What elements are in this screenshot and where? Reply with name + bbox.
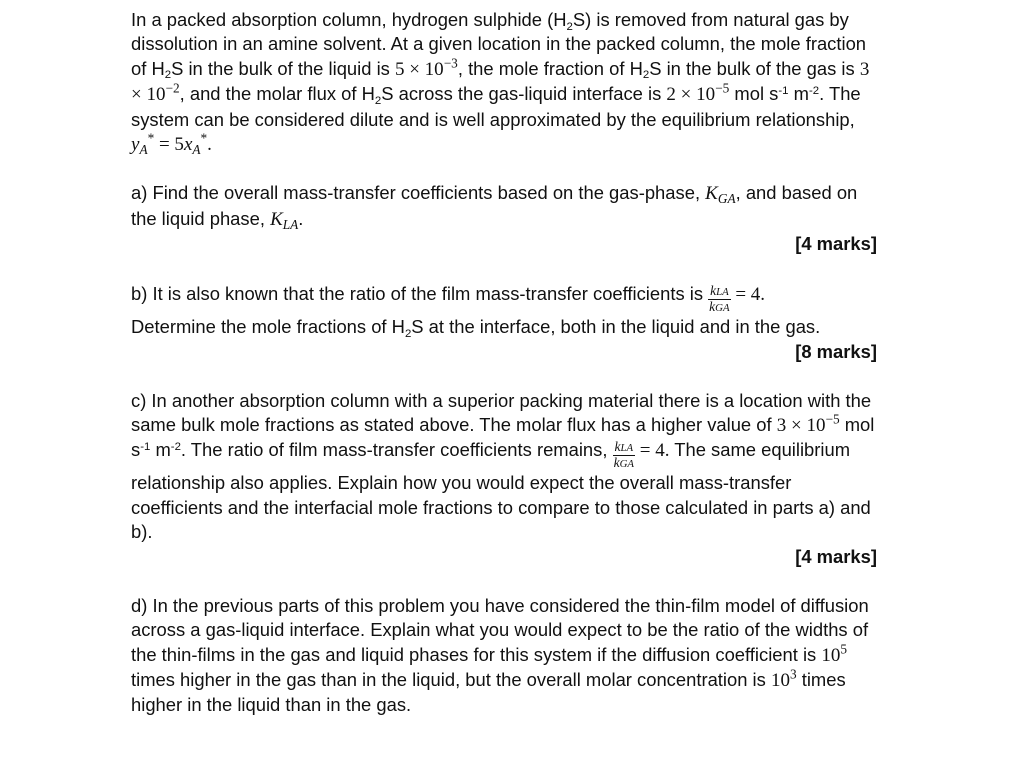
part-a-question: a) Find the overall mass-transfer coefficients based on the gas-phase, $K_{GA}$, and based on the liquid phase, $K_{LA}$.: [131, 182, 858, 232]
intro-paragraph: In a packed absorption column, hydrogen sulphide (H2S) is removed from natural gas by dissolution in an amine solvent. At a given location in the packed column, the mole fraction of H2S in the bulk of the liquid is $5 \times 10^{-3}$, the mole fraction of H2S in the bulk of the gas is $3 \times 10^{-2}$, and the molar flux of H2S across the gas-liquid interface is $2 \times 10^{-5}$ mol $s^{-1}$ $m^{-2}$. The system can be considered dilute and is well approximated by the equilibrium relationship, $y_A^* = 5x_A^*$.: [131, 9, 870, 158]
gas-bulk-mole-fraction: $3 \times 10^{-2}$: [131, 58, 870, 106]
part-a-marks: [4 marks]: [795, 233, 877, 255]
part-b-marks: [8 marks]: [795, 340, 877, 362]
part-b-question: b) It is also known that the ratio of the film mass-transfer coefficients is $\frac{\text{kLA}}{\text{kGA}}$ = 4. Determine the mole fractions of H2S at the interface, both in the liquid and in the gas.: [131, 283, 821, 340]
new-molar-flux-value: $3 \times 10^{-5}$: [776, 411, 840, 437]
kla-symbol: $K_{LA}$: [270, 208, 299, 232]
diffusion-ratio: $10^5$: [821, 641, 848, 666]
film-coefficient-ratio: $\frac{\text{kLA}}{\text{kGA}}$: [613, 439, 634, 471]
part-c-question: c) In another absorption column with a superior packing material there is a location with the same bulk mole fractions as stated above. The molar flux has a higher value of $3 \times 10^{-5}$ mol $s^{-1}$ $m^{-2}$. The ratio of film mass-transfer coefficients remains, $\frac{\text{kLA}}{\text{kGA}}$ = 4. The same equilibrium relationship also applies. Explain how you would expect the overall mass-transfer coefficients and the interfacial mole fractions to compare to those calculated in parts a) and b).: [131, 389, 875, 543]
part-d-question: d) In the previous parts of this problem you have considered the thin-film model of diffusion across a gas-liquid interface. Explain what you would expect to be the ratio of the widths of the thin-films in the gas and liquid phases for this system if the diffusion coefficient is $10^5$ times higher in the gas than in the liquid, but the overall molar concentration is $10^3$ times higher in the liquid than in the gas.: [131, 594, 869, 716]
concentration-ratio: $10^3$: [770, 666, 797, 691]
liquid-bulk-mole-fraction: $5 \times 10^{-3}$: [394, 55, 458, 80]
problem-sheet: [131, 8, 877, 718]
equilibrium-equation: $y_A^* = 5x_A^*$.: [131, 130, 212, 158]
molar-flux-value: $2 \times 10^{-5}$: [666, 80, 730, 106]
film-coefficient-ratio: $\frac{\text{kLA}}{\text{kGA}}$: [709, 283, 730, 315]
part-c-marks: [4 marks]: [795, 545, 877, 567]
kga-symbol: $K_{GA}$: [705, 183, 736, 207]
